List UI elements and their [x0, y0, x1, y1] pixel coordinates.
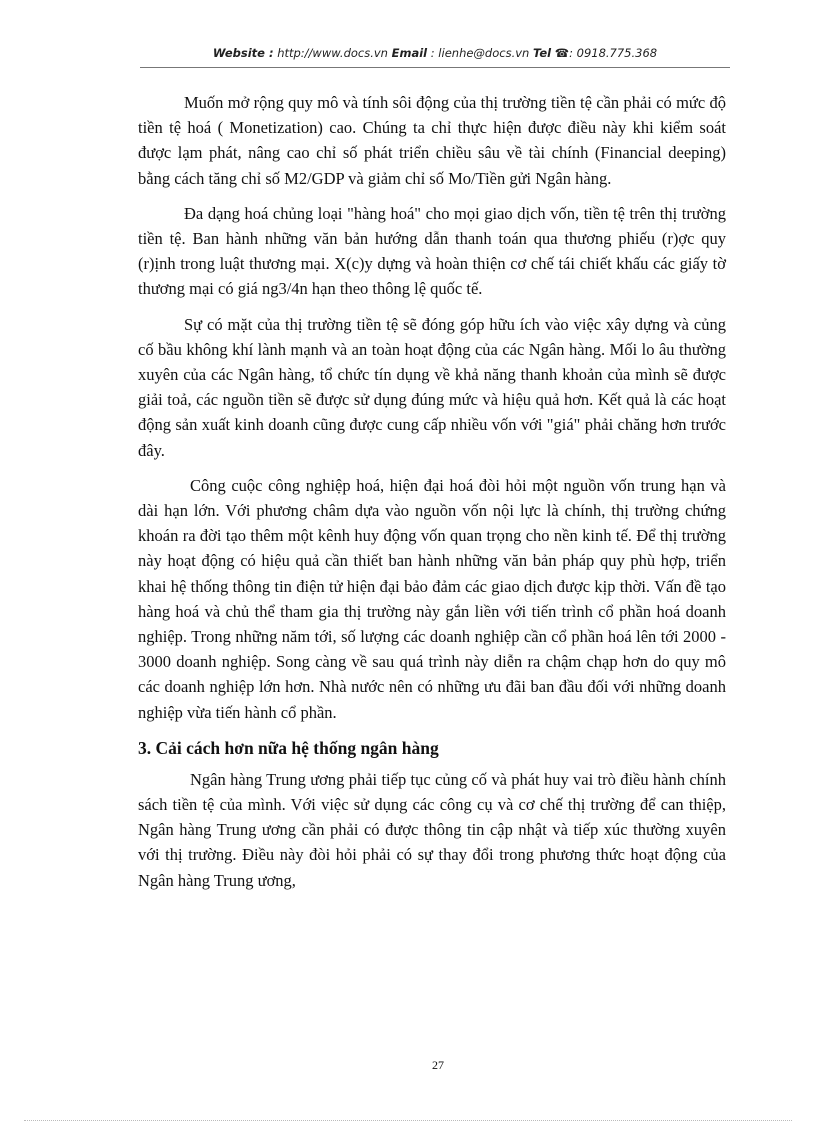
- website-label: Website :: [212, 46, 274, 60]
- paragraph-central-bank: Ngân hàng Trung ương phải tiếp tục củng cố và phát huy vai trò điều hành chính sách tiền tệ của mình. Với việc sử dụng các công cụ và cơ chế thị trường để can thiệp, Ngân hàng Trung ương cần phải có được thông tin cập nhật và tiếp xúc thường xuyên với thị trường. Điều này đòi hỏi phải có sự thay đổi trong phương thức hoạt động của Ngân hàng Trung ương,: [138, 769, 726, 890]
- paragraph-diversify-goods: Đa dạng hoá chủng loại "hàng hoá" cho mọi giao dịch vốn, tiền tệ trên thị trường tiền tệ. Ban hành những văn bản hướng dẫn thanh toán qua thương phiếu (r)ợc quy (r)ịnh trong luật thương mại. X(c)y dựng và hoàn thiện cơ chế tái chiết khấu các giấy tờ thương mại có giá ng3/4n hạn theo thông lệ quốc tế.: [138, 203, 726, 299]
- page-header: [140, 46, 730, 60]
- phone-icon: ☎: [554, 46, 570, 60]
- tel-label: Tel: [533, 46, 552, 60]
- paragraph-industrialization: Công cuộc công nghiệp hoá, hiện đại hoá đòi hỏi một nguồn vốn trung hạn và dài hạn lớn. Với phương châm dựa vào nguồn vốn nội lực là chính, thị trường chứng khoán ra đời tạo thêm một kênh huy động vốn quan trọng cho nền kinh tế. Để thị trường này hoạt động có hiệu quả cần thiết ban hành những văn bản pháp quy phù hợp, triển khai hệ thống thông tin điện tử hiện đại bảo đảm các giao dịch được kịp thời. Vấn đề tạo hàng hoá và chủ thể tham gia thị trường này gắn liền với tiến trình cổ phần hoá doanh nghiệp. Trong những năm tới, số lượng các doanh nghiệp cần cổ phần hoá lên tới 2000 - 3000 doanh nghiệp. Song càng về sau quá trình này diễn ra chậm chạp hơn do quy mô các doanh nghiệp lớn hơn. Nhà nước nên có những ưu đãi ban đầu đối với những doanh nghiệp vừa tiến hành cổ phần.: [138, 475, 726, 722]
- email-link[interactable]: : lienhe@docs.vn: [430, 46, 530, 60]
- page-bottom-border: [24, 1120, 792, 1121]
- paragraph-monetization: Muốn mở rộng quy mô và tính sôi động của thị trường tiền tệ cần phải có mức độ tiền tệ hoá ( Monetization) cao. Chúng ta chỉ thực hiện được điều này khi kiểm soát được lạm phát, nâng cao chỉ số phát triển chiều sâu về tài chính (Financial deeping) bằng cách tăng chỉ số M2/GDP và giảm chỉ số Mo/Tiền gửi Ngân hàng.: [138, 93, 726, 188]
- section-heading: 3. Cải cách hơn nữa hệ thống ngân hàng: [138, 737, 439, 758]
- tel-value: : 0918.775.368: [569, 46, 658, 60]
- document-body: [138, 90, 726, 903]
- paragraph-market-presence: Sự có mặt của thị trường tiền tệ sẽ đóng góp hữu ích vào việc xây dựng và củng cố bầu không khí lành mạnh và an toàn hoạt động của các Ngân hàng. Mối lo âu thường xuyên của các Ngân hàng, tổ chức tín dụng về khả năng thanh khoản của mình sẽ được giải toả, các nguồn tiền sẽ được sử dụng đúng mức và hiệu quả hơn. Kết quả là các hoạt động sản xuất kinh doanh cũng được cung cấp nhiều vốn với "giá" phải chăng hơn trước đây.: [138, 314, 726, 460]
- page-number: 27: [432, 1058, 444, 1072]
- website-link[interactable]: http://www.docs.vn: [277, 46, 388, 60]
- header-divider: [140, 67, 730, 68]
- email-label: Email: [391, 46, 428, 60]
